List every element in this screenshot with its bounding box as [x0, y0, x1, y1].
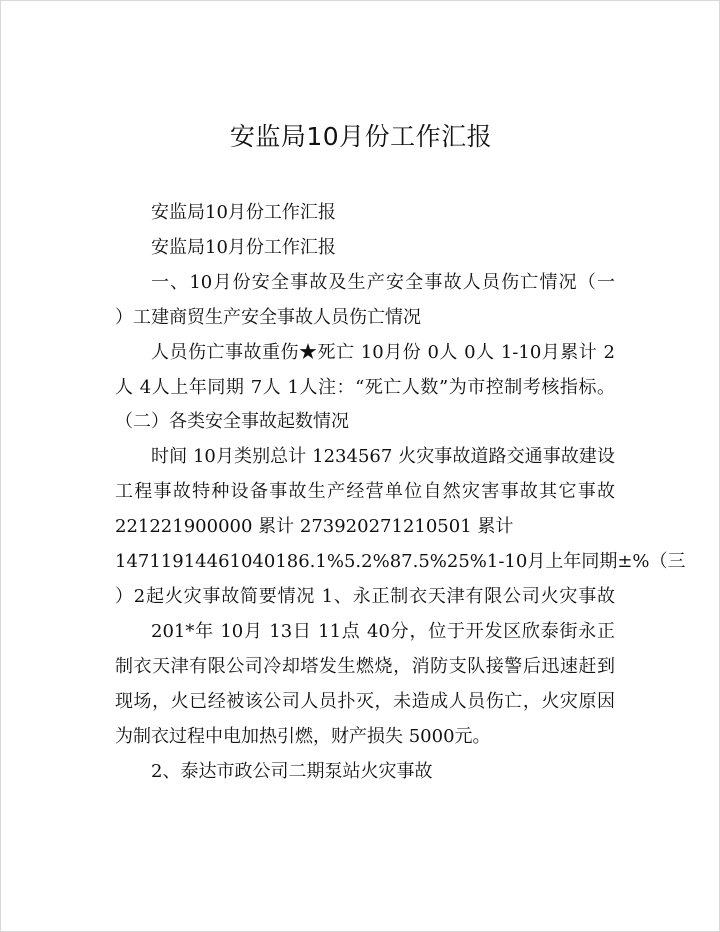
paragraph-line: （二）各类安全事故起数情况	[115, 411, 349, 432]
paragraph-line: 工程事故特种设备事故生产经营单位自然灾害事故其它事故	[115, 481, 615, 502]
paragraph-line: ）2起火灾事故简要情况 1、永正制衣天津有限公司火灾事故	[115, 586, 615, 607]
paragraph-line: 安监局10月份工作汇报	[151, 202, 336, 223]
paragraph-line: ）工建商贸生产安全事故人员伤亡情况	[115, 307, 421, 328]
paragraph-line: 人 4人上年同期 7人 1人注：“死亡人数”为市控制考核指标。	[115, 377, 615, 398]
paragraph-line: 一、10月份安全事故及生产安全事故人员伤亡情况（一	[151, 272, 615, 293]
paragraph-line: 201*年 10月 13日 11点 40分，位于开发区欣泰街永正	[151, 621, 615, 642]
paragraph-line: 14711914461040186.1%5.2%87.5%25%1-10月上年同期±%（三	[115, 551, 686, 572]
paragraph-line: 时间 10月类别总计 1234567 火灾事故道路交通事故建设	[151, 446, 615, 467]
paragraph-line: 制衣天津有限公司冷却塔发生燃烧，消防支队接警后迅速赶到	[115, 656, 615, 677]
paragraph-line: 2、泰达市政公司二期泵站火灾事故	[151, 761, 433, 782]
paragraph-line: 现场，火已经被该公司人员扑灭，未造成人员伤亡，火灾原因	[115, 691, 615, 712]
document-title: 安监局10月份工作汇报	[229, 122, 493, 151]
paragraph-line: 221221900000 累计 273920271210501 累计	[115, 516, 514, 537]
paragraph-line: 为制衣过程中电加热引燃，财产损失 5000元。	[115, 726, 491, 747]
paragraph-line: 安监局10月份工作汇报	[151, 237, 336, 258]
paragraph-line: 人员伤亡事故重伤★死亡 10月份 0人 0人 1-10月累计 2	[151, 342, 615, 363]
